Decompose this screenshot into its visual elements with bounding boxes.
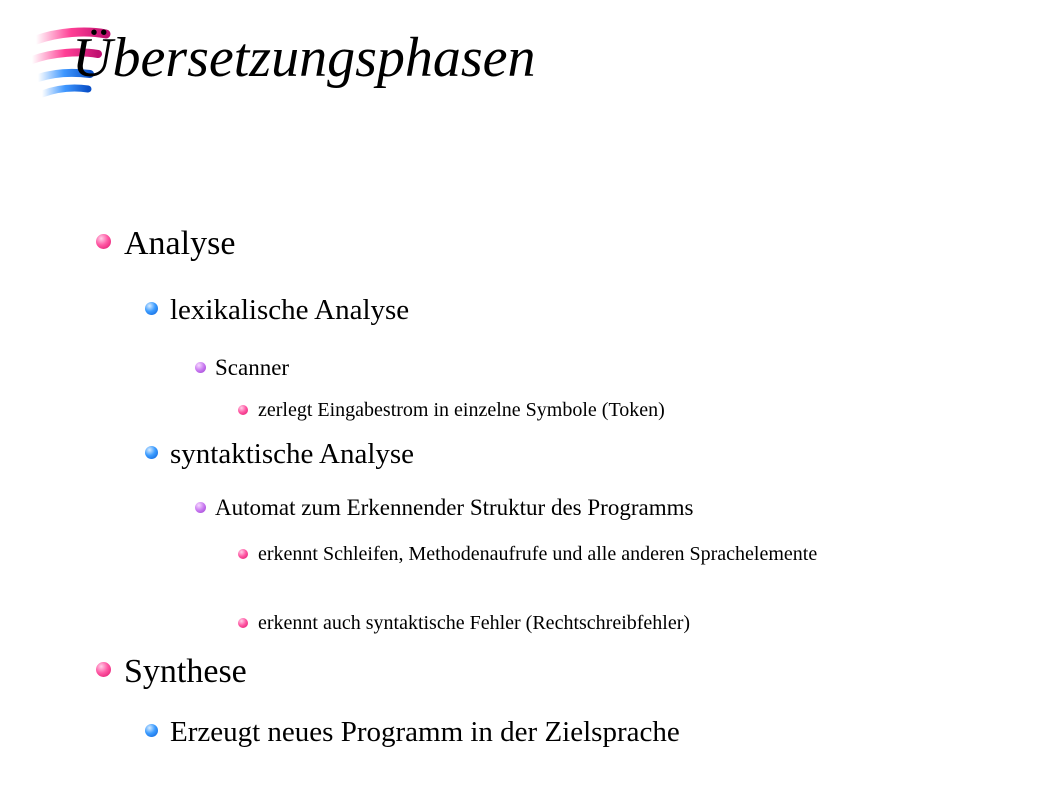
blue-bullet-icon: [145, 446, 158, 459]
purple-bullet-icon: [195, 502, 206, 513]
bullet-text: erkennt auch syntaktische Fehler (Rechtschreibfehler): [258, 612, 691, 634]
bullet-text: Erzeugt neues Programm in der Zielsprache: [170, 716, 680, 748]
bullet-text: zerlegt Eingabestrom in einzelne Symbole (Token): [258, 399, 665, 421]
bullet-text: Synthese: [124, 653, 247, 690]
bullet-item-zerlegt: [258, 398, 665, 422]
pink-bullet-icon: [96, 662, 111, 677]
bullet-item-synthese: [124, 652, 247, 693]
bullet-item-scanner: [215, 354, 289, 382]
bullet-item-erkennt-schleifen: [258, 542, 858, 566]
blue-bullet-icon: [145, 302, 158, 315]
bullet-item-lexikalische-analyse: [170, 293, 409, 328]
bullet-text: erkennt Schleifen, Methodenaufrufe und alle anderen Sprachelemente: [258, 543, 818, 565]
bullet-item-analyse: [124, 224, 235, 265]
bullet-item-erkennt-fehler: [258, 611, 690, 635]
bullet-text: syntaktische Analyse: [170, 438, 415, 470]
bullet-text: Automat zum Erkennender Struktur des Programms: [215, 495, 694, 520]
slide-title: Übersetzungsphasen: [72, 27, 536, 89]
pink-bullet-icon: [238, 549, 248, 559]
pink-bullet-icon: [238, 618, 248, 628]
bullet-text: Analyse: [124, 225, 236, 262]
bullet-item-erzeugt: [170, 715, 680, 750]
pink-bullet-icon: [96, 234, 111, 249]
pink-bullet-icon: [238, 405, 248, 415]
blue-bullet-icon: [145, 724, 158, 737]
bullet-item-automat: [215, 494, 693, 522]
bullet-text: lexikalische Analyse: [170, 294, 410, 326]
purple-bullet-icon: [195, 362, 206, 373]
bullet-text: Scanner: [215, 355, 290, 380]
bullet-item-syntaktische-analyse: [170, 437, 414, 472]
